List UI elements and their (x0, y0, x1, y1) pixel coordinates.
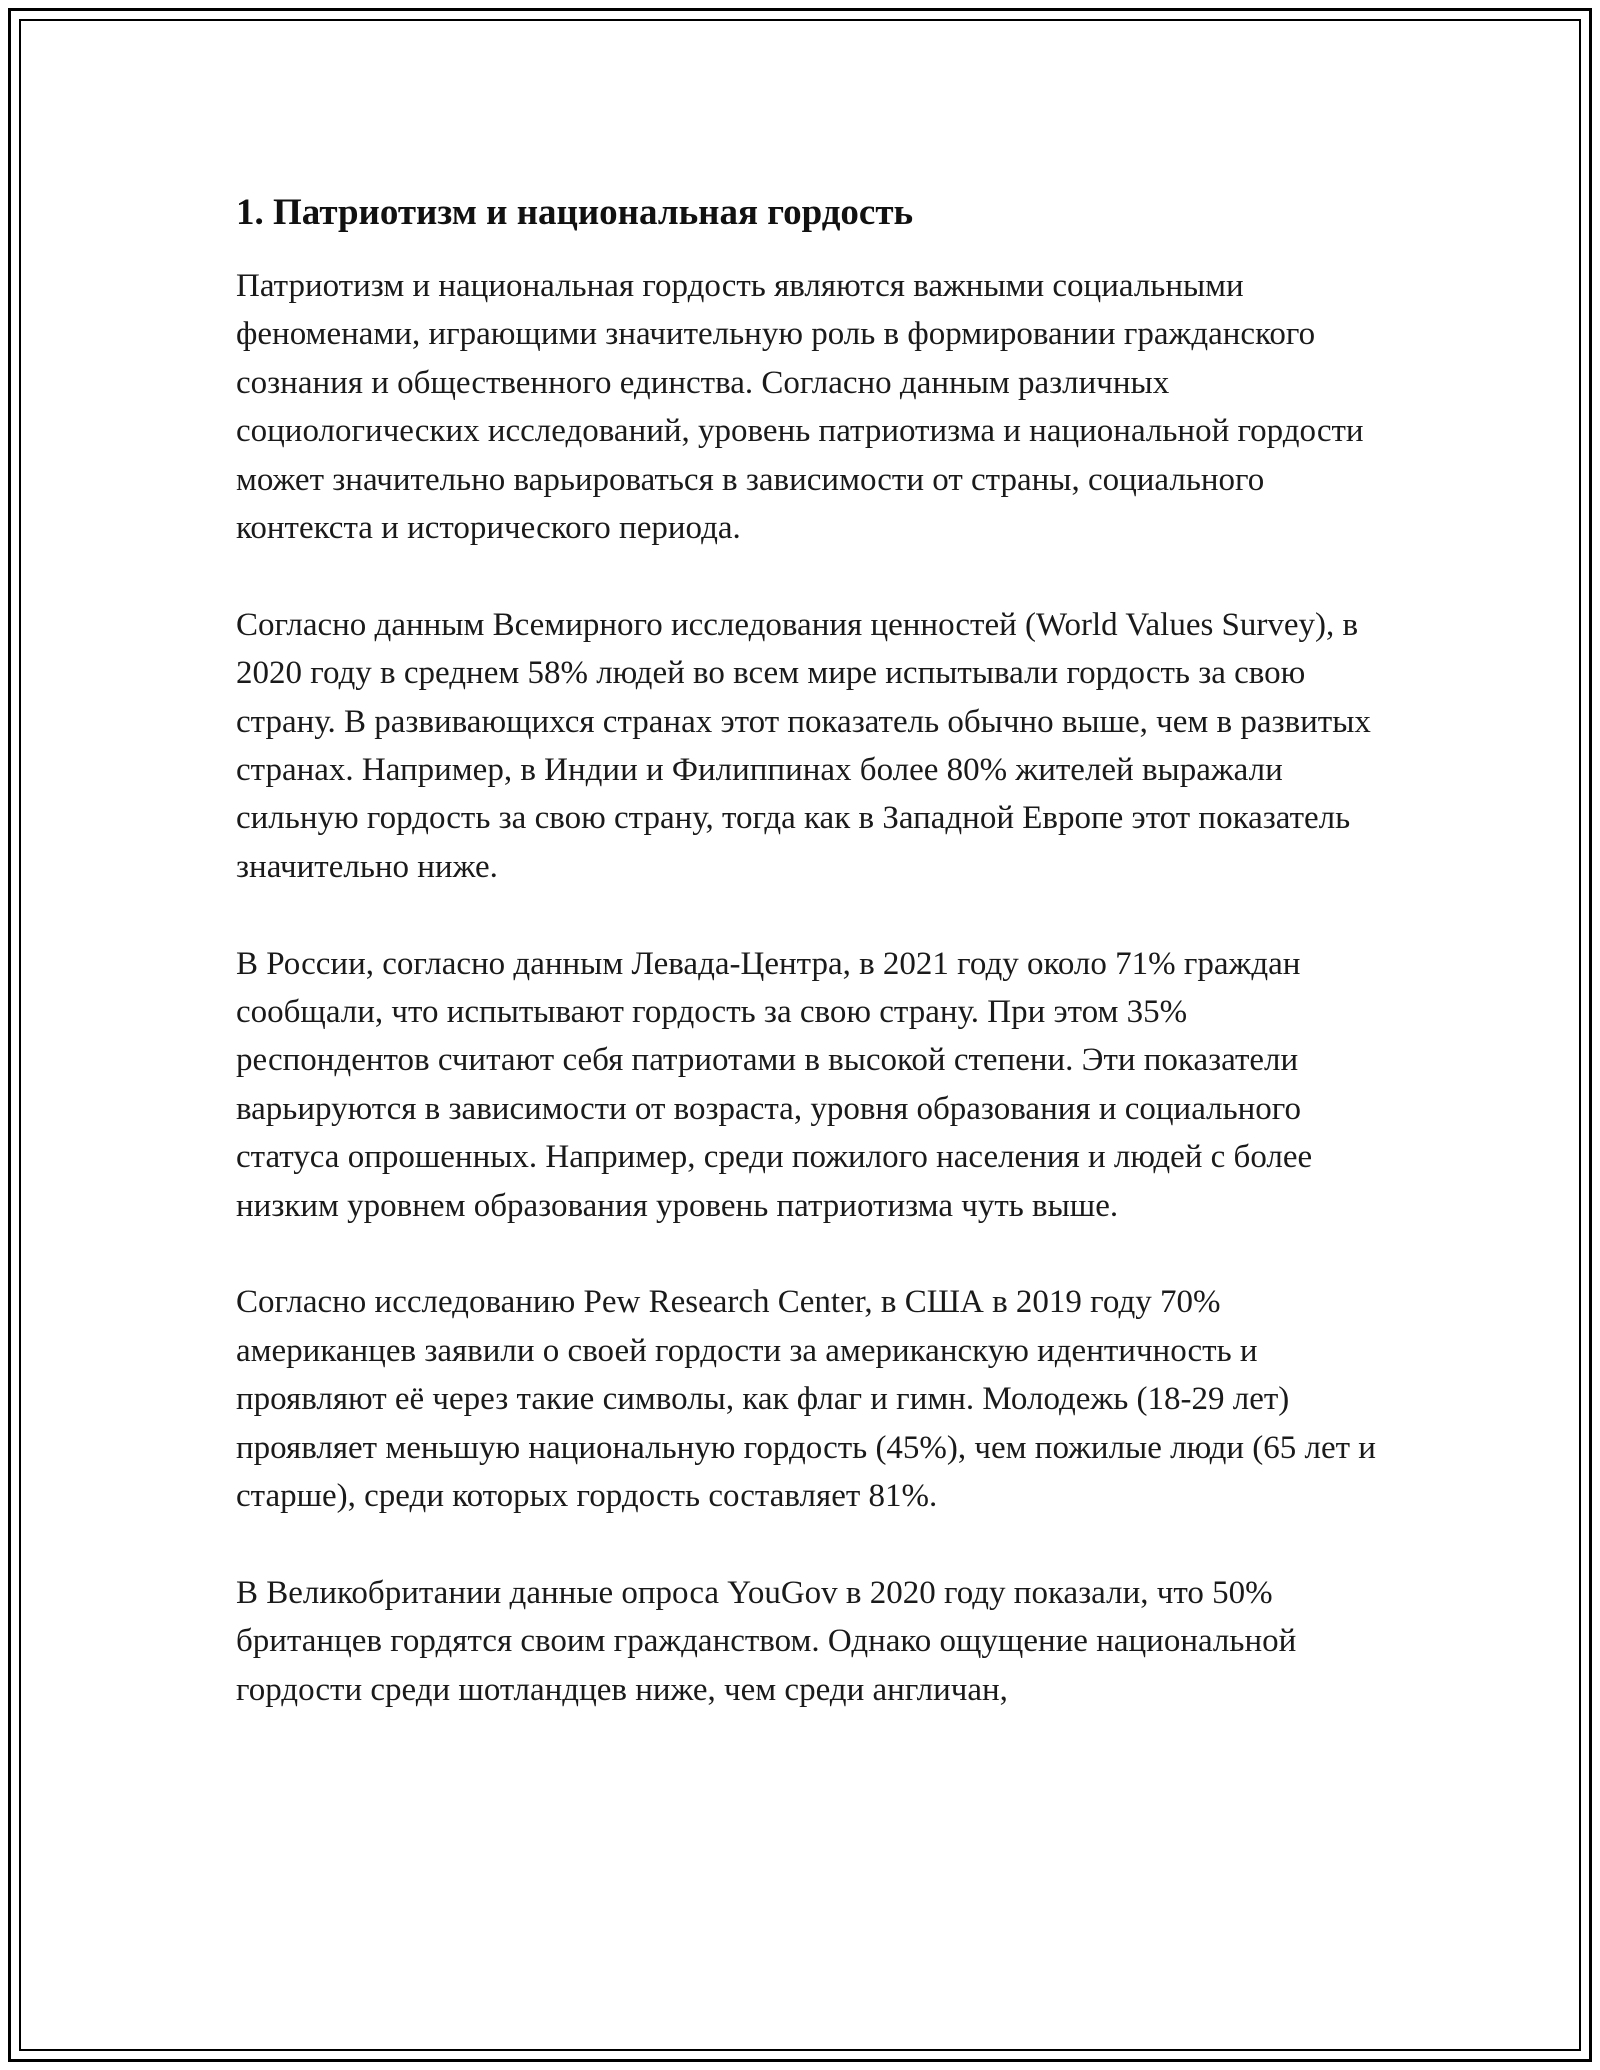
document-body (236, 188, 1376, 1763)
section-heading: 1. Патриотизм и национальная гордость (236, 192, 914, 233)
paragraph-russia: В России, согласно данным Левада-Центра, в 2021 году около 71% граждан сообщали, что испытывают гордость за свою страну. При этом 35% респондентов считают себя патриотами в высокой степени. Эти показатели варьируются в зависимости от возраста, уровня образования и социального статуса опрошенных. Например, среди пожилого населения и людей с более низким уровнем образования уровень патриотизма чуть выше. (236, 945, 1313, 1224)
paragraph-intro: Патриотизм и национальная гордость являются важными социальными феноменами, играющими значительную роль в формировании гражданского сознания и общественного единства. Согласно данным различных социологических исследований, уровень патриотизма и национальной гордости может значительно варьироваться в зависимости от страны, социального контекста и исторического периода. (236, 268, 1364, 547)
paragraph-uk: В Великобритании данные опроса YouGov в 2020 году показали, что 50% британцев гордятся своим гражданством. Однако ощущение национальной гордости среди шотландцев ниже, чем среди англичан, (236, 1574, 1297, 1708)
paragraph-world-values-survey: Согласно данным Всемирного исследования ценностей (World Values Survey), в 2020 году в среднем 58% людей во всем мире испытывали гордость за свою страну. В развивающихся странах этот показатель обычно выше, чем в развитых странах. Например, в Индии и Филиппинах более 80% жителей выражали сильную гордость за свою страну, тогда как в Западной Европе этот показатель значительно ниже. (236, 606, 1371, 885)
paragraph-usa: Согласно исследованию Pew Research Center, в США в 2019 году 70% американцев заявили о своей гордости за американскую идентичность и проявляют её через такие символы, как флаг и гимн. Молодежь (18-29 лет) проявляет меньшую национальную гордость (45%), чем пожилые люди (65 лет и старше), среди которых гордость составляет 81%. (236, 1284, 1376, 1515)
